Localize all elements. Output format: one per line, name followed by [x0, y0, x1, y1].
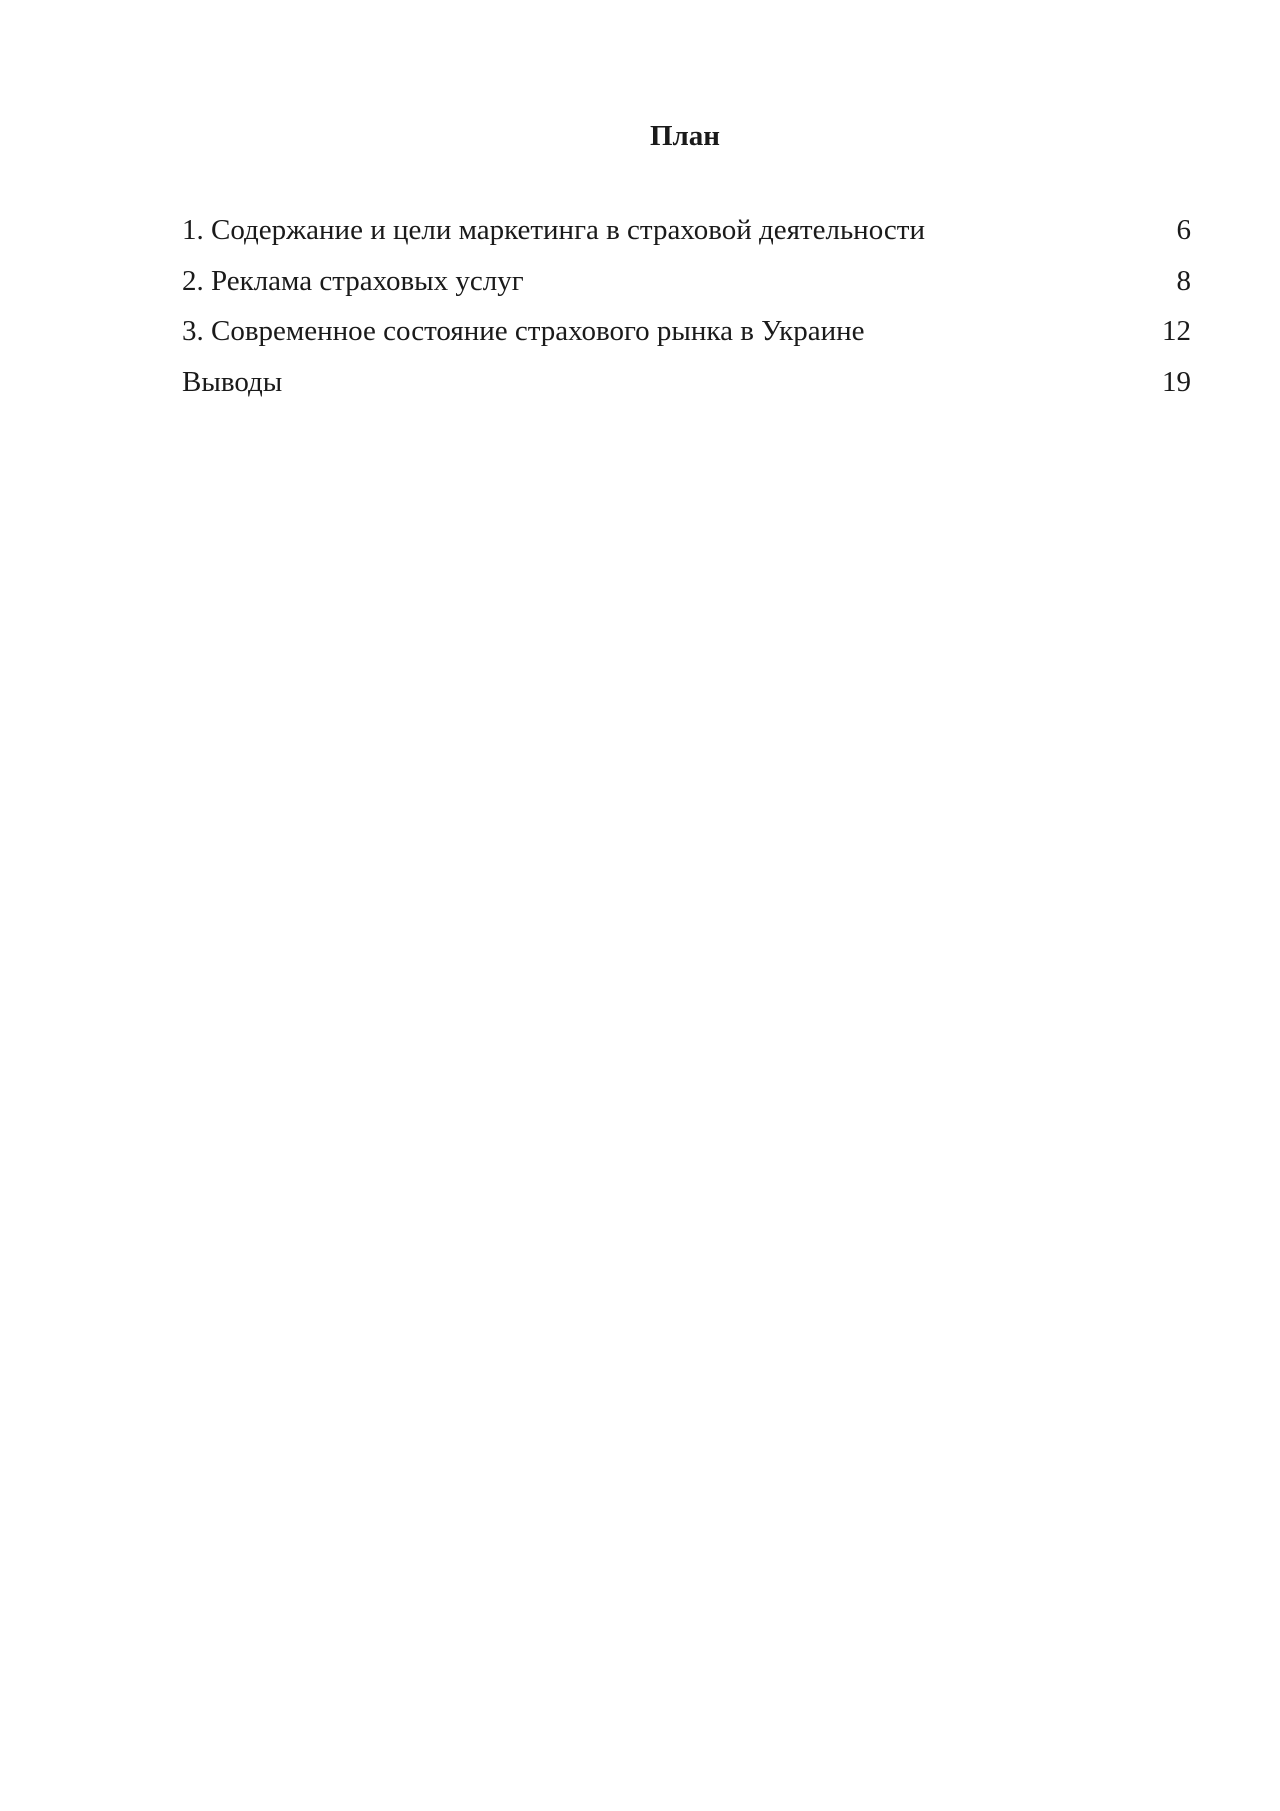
toc-entry-text: 1. Содержание и цели маркетинга в страховой деятельности: [182, 214, 925, 246]
toc-entry-text: 2. Реклама страховых услуг: [182, 264, 524, 297]
page-title: План: [649, 120, 721, 152]
toc-entry: [182, 261, 1191, 312]
toc-entry-text: 3. Современное состояние страхового рынка в Украине: [182, 315, 865, 347]
toc-entry-page-number: 12: [1162, 315, 1191, 347]
toc-entry: [182, 311, 1191, 362]
toc-entry: [182, 362, 1191, 413]
toc-entry-page-number: 8: [1176, 264, 1191, 297]
toc-entry-text: Выводы: [182, 365, 283, 398]
table-of-contents: [182, 210, 1191, 412]
toc-entry-page-number: 6: [1176, 214, 1191, 246]
toc-entry-page-number: 19: [1162, 365, 1191, 398]
toc-entry: [182, 210, 1191, 261]
